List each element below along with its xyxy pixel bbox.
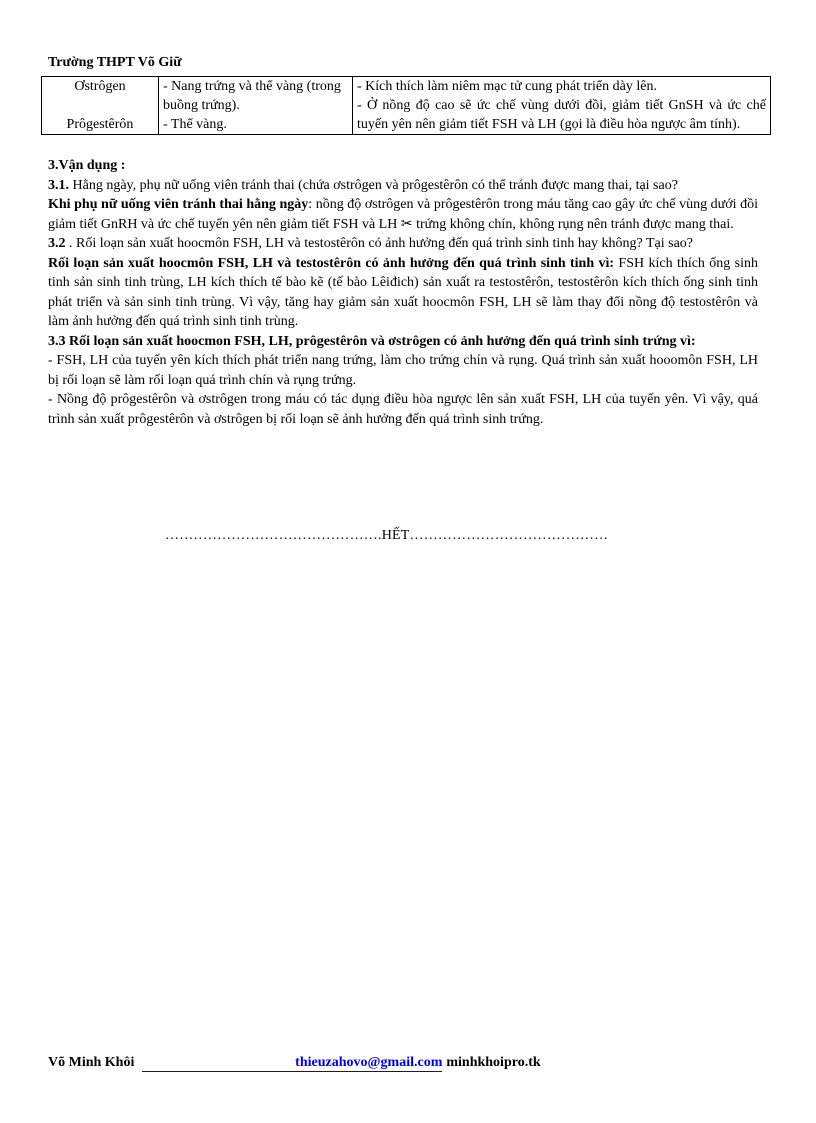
scissors-icon: ✂ (400, 216, 413, 232)
source-progesterone: - Thể vàng. (163, 117, 227, 132)
hormone-source-cell (159, 77, 353, 135)
answer-3-1 (48, 195, 758, 234)
effect-progesterone: - Ở nồng độ cao sẽ ức chế vùng dưới đồi, giảm tiết GnSH và ức chế tuyến yên nên giảm tiết FSH và LH (gọi là điều hòa ngược âm tính). (357, 98, 766, 132)
answer-3-3-point-1: - FSH, LH của tuyến yên kích thích phát triển nang trứng, làm cho trứng chín và rụng. Quá trình sản xuất hooomôn FSH, LH bị rối loạn sẽ làm rối loạn quá trình chín và rụng trứng. (48, 353, 758, 388)
table-row (42, 77, 771, 135)
section-application (48, 156, 758, 429)
hormone-name-progesterone: Prôgestêrôn (66, 117, 134, 132)
answer-text-end: trứng không chín, không rụng nên tránh được mang thai. (412, 216, 734, 232)
effect-estrogen: - Kích thích làm niêm mạc tử cung phát triển dày lên. (357, 79, 657, 94)
end-marker: ……………………………………….HẾT…………………………………… (165, 528, 609, 543)
question-text: Hằng ngày, phụ nữ uống viên tránh thai (chứa ơstrôgen và prôgestêrôn có thể tránh được mang thai, tại sao? (69, 177, 678, 193)
question-3-2 (48, 234, 758, 254)
question-3-1 (48, 176, 758, 196)
answer-text: FSH kích thích ống sinh tinh sản sinh tinh trùng, LH kích thích tế bào kẽ (tế bào Lêiđich) sản xuất ra testostêrôn, testostêrôn kích thích ống sinh tinh phát triển và sản sinh tinh trùng. Vì vậy, tăng hay giảm sản xuất hoocmôn FSH, LH sẽ làm thay đổi nồng độ testostêrôn và làm ảnh hưởng đến quá trình sinh tinh trùng. (48, 255, 758, 329)
answer-3-2 (48, 254, 758, 332)
question-text: . Rối loạn sản xuất hoocmôn FSH, LH và testostêrôn có ảnh hưởng đến quá trình sinh tinh hay không? Tại sao? (65, 236, 694, 251)
footer-email-link[interactable]: thieuzahovo@gmail.com (142, 1055, 442, 1072)
footer-author: Võ Minh Khôi (48, 1055, 135, 1070)
question-3-3: 3.3 Rối loạn sản xuất hoocmon FSH, LH, prôgestêrôn và ơstrôgen có ảnh hưởng đến quá trình sinh trứng vì: (48, 333, 696, 349)
section-title: 3.Vận dụng : (48, 158, 126, 173)
answer-lead: Rối loạn sản xuất hoocmôn FSH, LH và testostêrôn có ảnh hưởng đến quá trình sinh tinh vì: (48, 255, 615, 271)
hormone-table (41, 76, 771, 135)
hormone-effect-cell (353, 77, 771, 135)
question-number: 3.1. (48, 177, 69, 193)
hormone-name-cell (42, 77, 159, 135)
hormone-name-estrogen: Ơstrôgen (74, 79, 126, 94)
answer-3-3-point-2: - Nồng độ prôgestêrôn và ơstrôgen trong máu có tác dụng điều hòa ngược lên sản xuất FSH, LH của tuyến yên. Vì vậy, quá trình sản xuất prôgestêrôn và ơstrôgen bị rối loạn sẽ ảnh hưởng đến quá trình sinh trứng. (48, 392, 758, 427)
school-header: Trường THPT Võ Giữ (48, 55, 182, 70)
answer-text: : nồng độ ơstrôgen và prôgestêrôn trong máu tăng cao gây ức chế vùng dưới đồi giảm tiết GnRH và ức chế tuyến yên nên giảm tiết FSH và LH (48, 197, 758, 232)
source-estrogen: - Nang trứng và thể vàng (trong buồng trứng). (163, 79, 341, 113)
question-number: 3.2 (48, 236, 66, 251)
page-footer (48, 1055, 541, 1072)
answer-lead: Khi phụ nữ uống viên tránh thai hằng ngày (48, 197, 309, 212)
footer-site: minhkhoipro.tk (446, 1055, 541, 1070)
